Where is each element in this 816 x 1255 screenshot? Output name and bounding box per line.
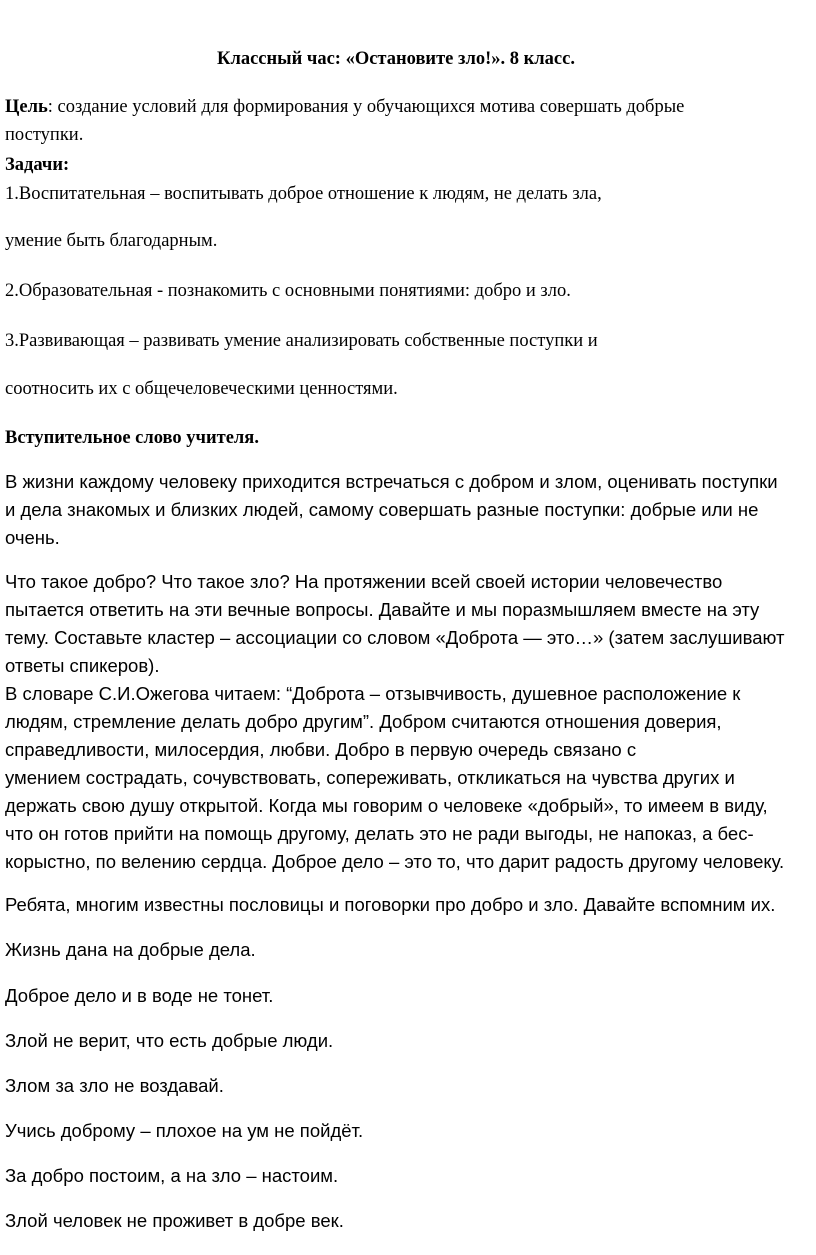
paragraph-line: пытается ответить на эти вечные вопросы. Давайте и мы поразмышляем вместе на эту [5, 599, 760, 620]
document-title: Классный час: «Остановите зло!». 8 класс. [217, 49, 575, 69]
task-2: 2.Образовательная - познакомить с основными понятиями: добро и зло. [5, 281, 571, 301]
paragraph-line: очень. [5, 527, 60, 548]
proverb: Доброе дело и в воде не тонет. [5, 985, 274, 1006]
proverb: Злой не верит, что есть добрые люди. [5, 1030, 334, 1051]
paragraph-line: людям, стремление делать добро другим”. Добром считаются отношения доверия, [5, 711, 722, 732]
paragraph-line: ответы спикеров). [5, 655, 160, 676]
paragraph-line: Что такое добро? Что такое зло? На протяжении всей своей истории человечество [5, 571, 723, 592]
goal-text-line: : создание условий для формирования у обучающихся мотива совершать добрые [47, 97, 685, 117]
goal-label: Цель [5, 97, 48, 117]
proverb: Злой человек не проживет в добре век. [5, 1210, 344, 1231]
intro-paragraph-1 [5, 468, 813, 552]
proverb: Злом за зло не воздавай. [5, 1075, 224, 1096]
paragraph-line: умением сострадать, сочувствовать, сопереживать, откликаться на чувства других и [5, 767, 735, 788]
paragraph-line: держать свою душу открытой. Когда мы говорим о человеке «добрый», то имеем в виду, [5, 795, 768, 816]
goal-text-line: поступки. [5, 125, 84, 145]
paragraph-line: В жизни каждому человеку приходится встречаться с добром и злом, оценивать поступки [5, 471, 778, 492]
proverbs-intro: Ребята, многим известны пословицы и поговорки про добро и зло. Давайте вспомним их. [5, 894, 776, 915]
task-1-line-1: 1.Воспитательная – воспитывать доброе отношение к людям, не делать зла, [5, 184, 602, 204]
paragraph-line: и дела знакомых и близких людей, самому совершать разные поступки: добрые или не [5, 499, 759, 520]
goal-paragraph [5, 93, 813, 149]
paragraph-line: справедливости, милосердия, любви. Добро в первую очередь связано с [5, 739, 637, 760]
tasks-heading: Задачи: [5, 155, 70, 175]
paragraph-line: что он готов прийти на помощь другому, делать это не ради выгоды, не напоказ, а бес- [5, 823, 754, 844]
intro-paragraph-2 [5, 568, 813, 876]
proverb: За добро постоим, а на зло – настоим. [5, 1165, 339, 1186]
task-3-line-1: 3.Развивающая – развивать умение анализировать собственные поступки и [5, 331, 598, 351]
paragraph-line: корыстно, по велению сердца. Доброе дело – это то, что дарит радость другому человеку. [5, 851, 785, 872]
proverb: Учись доброму – плохое на ум не пойдёт. [5, 1120, 364, 1141]
section-heading: Вступительное слово учителя. [5, 428, 259, 448]
task-1-line-2: умение быть благодарным. [5, 231, 218, 251]
task-3-line-2: соотносить их с общечеловеческими ценностями. [5, 379, 398, 399]
paragraph-line: В словаре С.И.Ожегова читаем: “Доброта – отзывчивость, душевное расположение к [5, 683, 741, 704]
proverb: Жизнь дана на добрые дела. [5, 939, 256, 960]
paragraph-line: тему. Составьте кластер – ассоциации со словом «Доброта — это…» (затем заслушивают [5, 627, 785, 648]
